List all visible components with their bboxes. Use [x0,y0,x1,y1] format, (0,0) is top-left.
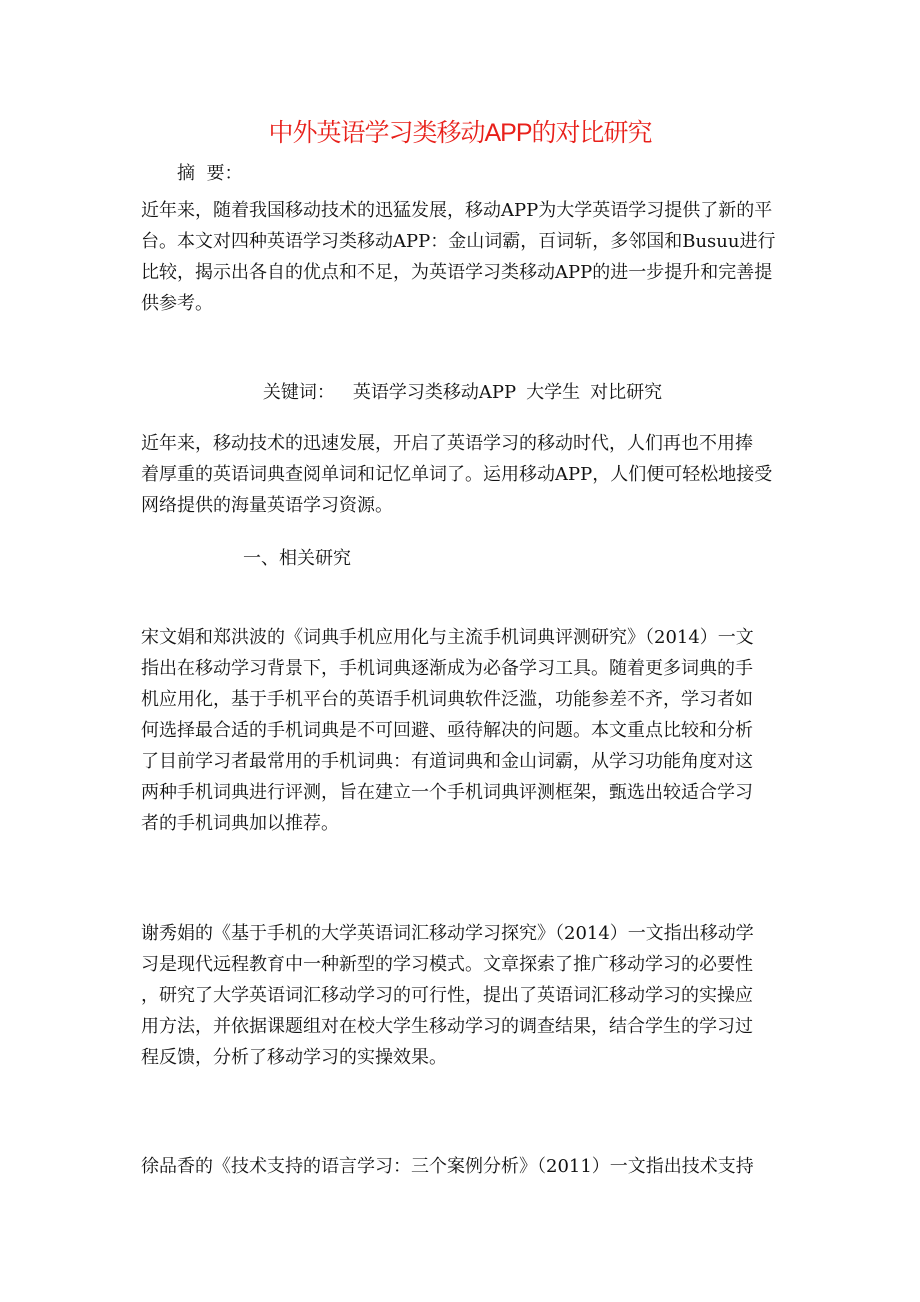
section-heading: 一、相关研究 [243,548,351,569]
document-title: 中外英语学习类移动APP的对比研究 [268,119,652,147]
text-line: 供参考。 [141,293,213,314]
text-line: 习是现代远程教育中一种新型的学习模式。文章探索了推广移动学习的必要性 [141,954,753,975]
text-line: 着厚重的英语词典查阅单词和记忆单词了。运用移动APP，人们便可轻松地接受 [141,464,773,485]
keywords-line [240,346,672,439]
intro-paragraph [141,428,791,521]
text-line: 近年来，随着我国移动技术的迅猛发展，移动APP为大学英语学习提供了新的平 [141,200,773,221]
keywords-label: 关键词： [262,382,335,403]
keyword: 大学生 [526,382,581,403]
text-line: 网络提供的海量英语学习资源。 [141,495,393,516]
abstract-paragraph [141,195,791,319]
text-line: 者的手机词典加以推荐。 [141,813,339,834]
text-line: 两种手机词典进行评测，旨在建立一个手机词典评测框架，甄选出较适合学习 [141,782,753,803]
body-paragraph [141,918,791,1073]
text-line: 近年来，移动技术的迅速发展，开启了英语学习的移动时代，人们再也不用捧 [141,433,753,454]
text-line: 徐品香的《技术支持的语言学习：三个案例分析》（2011）一文指出技术支持 [141,1156,754,1177]
abstract-label: 摘 要： [177,163,243,184]
text-line: 程反馈，分析了移动学习的实操效果。 [141,1047,447,1068]
text-line: 机应用化，基于手机平台的英语手机词典软件泛滥，功能参差不齐，学习者如 [141,689,753,710]
body-paragraph [141,622,791,839]
text-line: 用方法，并依据课题组对在校大学生移动学习的调查结果，结合学生的学习过 [141,1016,753,1037]
text-line: 何选择最合适的手机词典是不可回避、亟待解决的问题。本文重点比较和分析 [141,720,753,741]
text-line: 宋文娟和郑洪波的《词典手机应用化与主流手机词典评测研究》（2014）一文 [141,627,754,648]
text-line: ，研究了大学英语词汇移动学习的可行性，提出了英语词汇移动学习的实操应 [141,985,753,1006]
keyword: 英语学习类移动APP [352,382,517,403]
text-line: 台。本文对四种英语学习类移动APP：金山词霸，百词斩，多邻国和Busuu进行 [141,231,776,252]
text-line: 比较，揭示出各自的优点和不足，为英语学习类移动APP的进一步提升和完善提 [141,262,773,283]
body-paragraph [141,1151,791,1182]
text-line: 指出在移动学习背景下，手机词典逐渐成为必备学习工具。随着更多词典的手 [141,658,753,679]
text-line: 了目前学习者最常用的手机词典：有道词典和金山词霸，从学习功能角度对这 [141,751,753,772]
keyword: 对比研究 [590,382,663,403]
text-line: 谢秀娟的《基于手机的大学英语词汇移动学习探究》（2014）一文指出移动学 [141,923,754,944]
